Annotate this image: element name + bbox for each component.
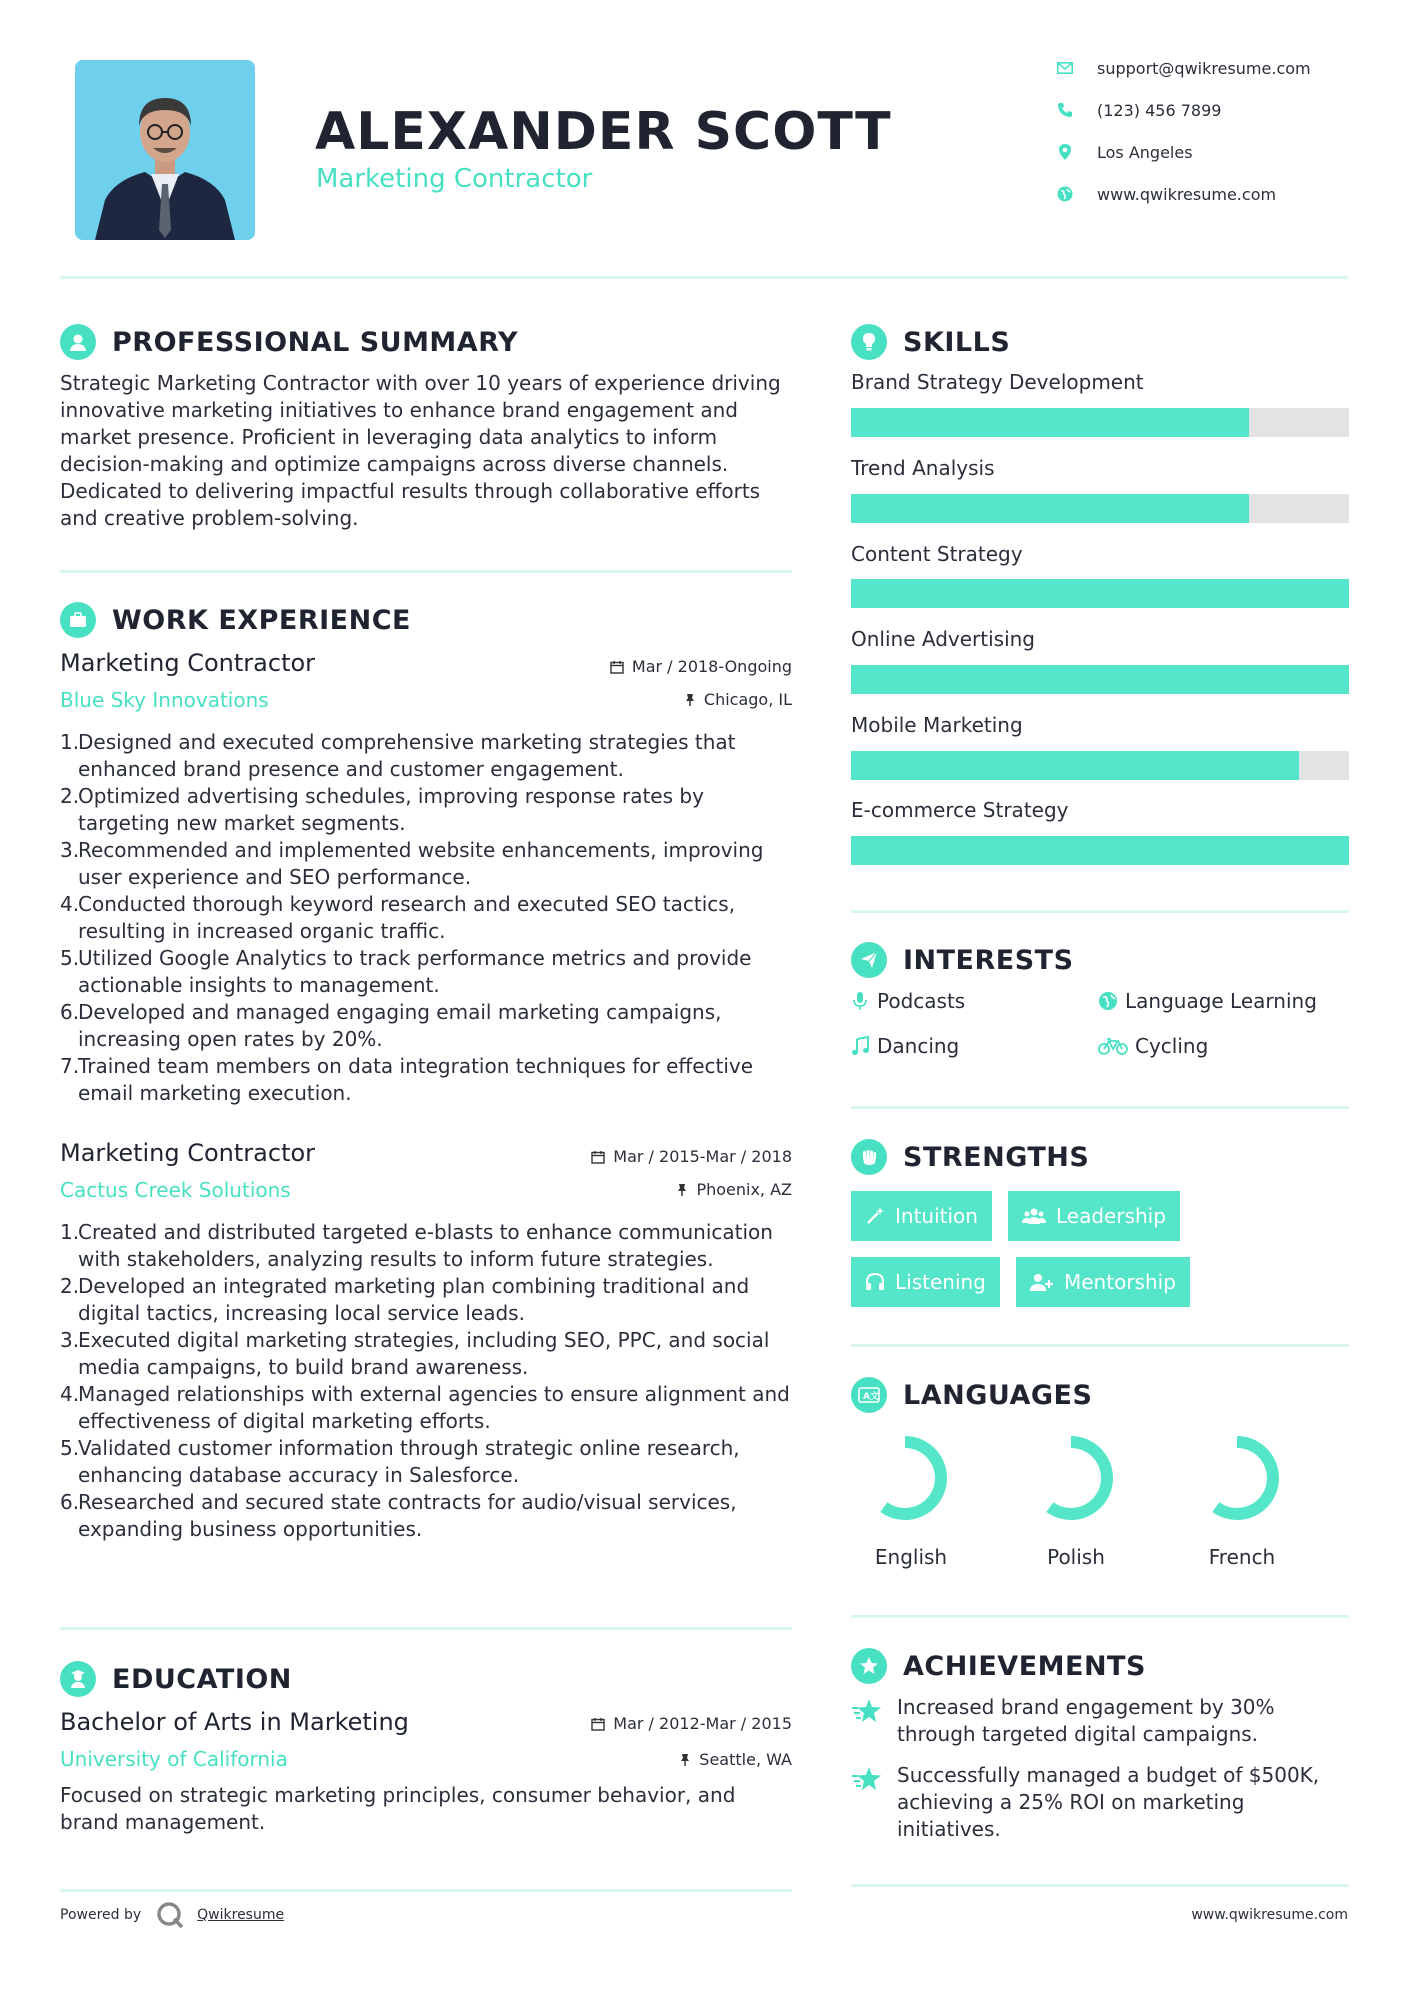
skill-5-bar bbox=[851, 751, 1349, 780]
candidate-name: ALEXANDER SCOTT bbox=[315, 102, 892, 162]
job-1-location bbox=[492, 690, 792, 709]
contact-email[interactable] bbox=[1055, 58, 1355, 78]
contact-location bbox=[1055, 142, 1355, 162]
skill-6-fill bbox=[851, 836, 1349, 865]
skill-5-label: Mobile Marketing bbox=[851, 713, 1023, 737]
achievements-divider bbox=[851, 1884, 1349, 1887]
list-item: 6. Researched and secured state contracts for audio/visual services, expanding business opportunities. bbox=[60, 1490, 737, 1541]
languages-heading-text: LANGUAGES bbox=[903, 1379, 1093, 1411]
pin-icon bbox=[684, 693, 696, 707]
header-divider bbox=[60, 276, 1348, 279]
job-1-dates-text: Mar / 2018-Ongoing bbox=[631, 657, 792, 676]
skill-1-bar bbox=[851, 408, 1349, 437]
calendar-icon bbox=[591, 1150, 605, 1164]
interest-label: Language Learning bbox=[1125, 989, 1317, 1013]
list-item: 2. Optimized advertising schedules, improving response rates by targeting new market segments. bbox=[60, 784, 704, 835]
job-2-location bbox=[492, 1180, 792, 1199]
strength-label: Mentorship bbox=[1064, 1270, 1176, 1294]
skill-3-bar bbox=[851, 579, 1349, 608]
language-label-english: English bbox=[874, 1545, 948, 1569]
pin-icon bbox=[679, 1753, 691, 1767]
globe-icon bbox=[1097, 990, 1119, 1012]
music-icon bbox=[849, 1035, 871, 1057]
magic-wand-icon bbox=[865, 1206, 885, 1226]
languages-heading bbox=[851, 1377, 1092, 1413]
education-heading-text: EDUCATION bbox=[112, 1663, 292, 1695]
skill-1-fill bbox=[851, 408, 1249, 437]
contact-website-text: www.qwikresume.com bbox=[1097, 184, 1277, 204]
list-item: 4. Managed relationships with external agencies to ensure alignment and effectiveness of digital marketing efforts. bbox=[60, 1382, 790, 1433]
star-badge-icon bbox=[851, 1648, 887, 1684]
achievements-heading bbox=[851, 1648, 1146, 1684]
job-2-dates bbox=[492, 1147, 792, 1166]
users-icon bbox=[1022, 1206, 1046, 1226]
contact-phone[interactable] bbox=[1055, 100, 1355, 120]
achievement-1 bbox=[851, 1694, 1349, 1748]
qwikresume-logo-icon bbox=[155, 1900, 185, 1930]
interest-label: Cycling bbox=[1135, 1034, 1209, 1058]
list-item: 5. Utilized Google Analytics to track performance metrics and provide actionable insights to management. bbox=[60, 946, 752, 997]
summary-heading bbox=[60, 324, 518, 360]
skill-4-fill bbox=[851, 665, 1349, 694]
qwikresume-link[interactable]: Qwikresume bbox=[197, 1907, 285, 1923]
list-item: 3. Recommended and implemented website enhancements, improving user experience and SEO performance. bbox=[60, 838, 764, 889]
language-ring-arc bbox=[1216, 1442, 1273, 1514]
interests-divider bbox=[851, 1106, 1349, 1109]
skill-2-bar bbox=[851, 494, 1349, 523]
language-icon bbox=[851, 1377, 887, 1413]
job-2-duties bbox=[60, 1219, 800, 1543]
graduate-icon bbox=[60, 1661, 96, 1697]
interests-heading-text: INTERESTS bbox=[903, 944, 1074, 976]
list-item: 7. Trained team members on data integration techniques for effective email marketing execution. bbox=[60, 1054, 754, 1105]
skill-1-label: Brand Strategy Development bbox=[851, 370, 1144, 394]
education-location bbox=[492, 1750, 792, 1769]
education-text: Focused on strategic marketing principles, consumer behavior, and brand management. bbox=[60, 1783, 736, 1834]
job-2-company: Cactus Creek Solutions bbox=[60, 1178, 291, 1202]
education-school: University of California bbox=[60, 1747, 288, 1771]
list-item: 3. Executed digital marketing strategies, including SEO, PPC, and social media campaigns, to build brand awareness. bbox=[60, 1328, 770, 1379]
strength-chip-intuition bbox=[851, 1191, 992, 1241]
microphone-icon bbox=[849, 990, 871, 1012]
candidate-title: Marketing Contractor bbox=[316, 164, 593, 194]
skill-2-fill bbox=[851, 494, 1249, 523]
list-item: 6. Developed and managed engaging email marketing campaigns, increasing open rates by 20%. bbox=[60, 1000, 722, 1051]
language-label-french: French bbox=[1208, 1545, 1276, 1569]
briefcase-icon bbox=[60, 602, 96, 638]
language-ring-arc bbox=[1050, 1442, 1107, 1514]
job-2-title: Marketing Contractor bbox=[60, 1139, 316, 1167]
education-degree: Bachelor of Arts in Marketing bbox=[60, 1708, 409, 1736]
education-dates-text: Mar / 2012-Mar / 2015 bbox=[613, 1714, 792, 1733]
achievement-text: Successfully managed a budget of $500K, achieving a 25% ROI on marketing initiatives. bbox=[897, 1763, 1320, 1841]
skills-divider bbox=[851, 910, 1349, 913]
list-item: 5. Validated customer information through strategic online research, enhancing database accuracy in Salesforce. bbox=[60, 1436, 740, 1487]
location-icon bbox=[1055, 142, 1075, 162]
interest-podcasts bbox=[849, 989, 965, 1013]
footer-website[interactable]: www.qwikresume.com bbox=[1191, 1907, 1348, 1923]
strengths-heading-text: STRENGTHS bbox=[903, 1141, 1090, 1173]
job-1-title: Marketing Contractor bbox=[60, 649, 316, 677]
skill-4-bar bbox=[851, 665, 1349, 694]
interest-label: Podcasts bbox=[877, 989, 966, 1013]
skill-6-bar bbox=[851, 836, 1349, 865]
strength-label: Listening bbox=[895, 1270, 986, 1294]
fist-icon bbox=[851, 1139, 887, 1175]
skill-4-label: Online Advertising bbox=[851, 627, 1036, 651]
star-icon bbox=[851, 1764, 883, 1794]
language-label-polish: Polish bbox=[1047, 1545, 1105, 1569]
contact-phone-text: (123) 456 7899 bbox=[1097, 100, 1222, 120]
education-location-text: Seattle, WA bbox=[699, 1750, 792, 1769]
list-item: 4. Conducted thorough keyword research and executed SEO tactics, resulting in increased organic traffic. bbox=[60, 892, 736, 943]
interest-label: Dancing bbox=[877, 1034, 960, 1058]
footer-powered-by bbox=[60, 1900, 284, 1930]
work-divider bbox=[60, 1627, 792, 1630]
interest-dancing bbox=[849, 1034, 959, 1058]
svg-text:文: 文 bbox=[870, 1392, 880, 1402]
summary-text: Strategic Marketing Contractor with over 10 years of experience driving innovative marketing initiatives to enhance brand engagement and market presence. Proficient in leveraging data analytics to inform decision-making and optimize campaigns across diverse channels. Dedicated to delivering impactful results through collaborative efforts and creative problem-solving. bbox=[60, 371, 781, 530]
work-heading-text: WORK EXPERIENCE bbox=[112, 604, 411, 636]
education-heading bbox=[60, 1661, 292, 1697]
language-ring-french bbox=[1189, 1430, 1285, 1526]
skill-2-label: Trend Analysis bbox=[851, 456, 995, 480]
language-ring-arc bbox=[884, 1442, 941, 1514]
strength-chip-leadership bbox=[1008, 1191, 1180, 1241]
achievement-text: Increased brand engagement by 30% through targeted digital campaigns. bbox=[897, 1695, 1275, 1746]
job-1-location-text: Chicago, IL bbox=[703, 690, 792, 709]
language-ring-english bbox=[857, 1430, 953, 1526]
svg-text:A: A bbox=[863, 1392, 870, 1402]
job-1-dates bbox=[492, 657, 792, 676]
paper-plane-icon bbox=[851, 942, 887, 978]
lightbulb-icon bbox=[851, 324, 887, 360]
strengths-divider bbox=[851, 1344, 1349, 1347]
interests-heading bbox=[851, 942, 1074, 978]
job-1-company: Blue Sky Innovations bbox=[60, 688, 269, 712]
pin-icon bbox=[676, 1183, 688, 1197]
calendar-icon bbox=[591, 1717, 605, 1731]
contact-location-text: Los Angeles bbox=[1097, 142, 1193, 162]
calendar-icon bbox=[610, 660, 624, 674]
skills-heading-text: SKILLS bbox=[903, 326, 1011, 358]
skills-heading bbox=[851, 324, 1010, 360]
job-2-dates-text: Mar / 2015-Mar / 2018 bbox=[613, 1147, 792, 1166]
languages-divider bbox=[851, 1615, 1349, 1618]
summary-heading-text: PROFESSIONAL SUMMARY bbox=[112, 326, 519, 358]
skill-3-label: Content Strategy bbox=[851, 542, 1023, 566]
profile-photo bbox=[75, 60, 255, 240]
interest-language-learning bbox=[1097, 989, 1317, 1013]
skill-3-fill bbox=[851, 579, 1349, 608]
strength-label: Intuition bbox=[895, 1204, 978, 1228]
skill-5-fill bbox=[851, 751, 1299, 780]
star-icon bbox=[851, 1696, 883, 1726]
language-ring-polish bbox=[1023, 1430, 1119, 1526]
list-item: 2. Developed an integrated marketing plan combining traditional and digital tactics, increasing local service leads. bbox=[60, 1274, 750, 1325]
strengths-heading bbox=[851, 1139, 1089, 1175]
work-heading bbox=[60, 602, 411, 638]
interest-cycling bbox=[1097, 1034, 1208, 1058]
mail-icon bbox=[1055, 58, 1075, 78]
user-plus-icon bbox=[1030, 1272, 1054, 1292]
education-divider bbox=[60, 1889, 792, 1892]
education-dates bbox=[492, 1714, 792, 1733]
achievements-heading-text: ACHIEVEMENTS bbox=[903, 1650, 1146, 1682]
list-item: 1. Created and distributed targeted e-blasts to enhance communication with stakeholders, analyzing results to inform future strategies. bbox=[60, 1220, 773, 1271]
strength-chip-mentorship bbox=[1016, 1257, 1190, 1307]
powered-by-text: Powered by bbox=[60, 1907, 142, 1923]
summary-divider bbox=[60, 570, 792, 573]
strength-chip-listening bbox=[851, 1257, 1000, 1307]
phone-icon bbox=[1055, 100, 1075, 120]
achievement-2 bbox=[851, 1762, 1349, 1843]
job-2-location-text: Phoenix, AZ bbox=[696, 1180, 792, 1199]
contact-email-text: support@qwikresume.com bbox=[1097, 58, 1311, 78]
job-1-duties bbox=[60, 729, 800, 1107]
contact-website[interactable] bbox=[1055, 184, 1355, 204]
globe-icon bbox=[1055, 184, 1075, 204]
headphones-icon bbox=[865, 1272, 885, 1292]
bicycle-icon bbox=[1097, 1035, 1129, 1057]
skill-6-label: E-commerce Strategy bbox=[851, 798, 1069, 822]
list-item: 1. Designed and executed comprehensive marketing strategies that enhanced brand presence and customer engagement. bbox=[60, 730, 736, 781]
user-icon bbox=[60, 324, 96, 360]
strength-label: Leadership bbox=[1056, 1204, 1166, 1228]
